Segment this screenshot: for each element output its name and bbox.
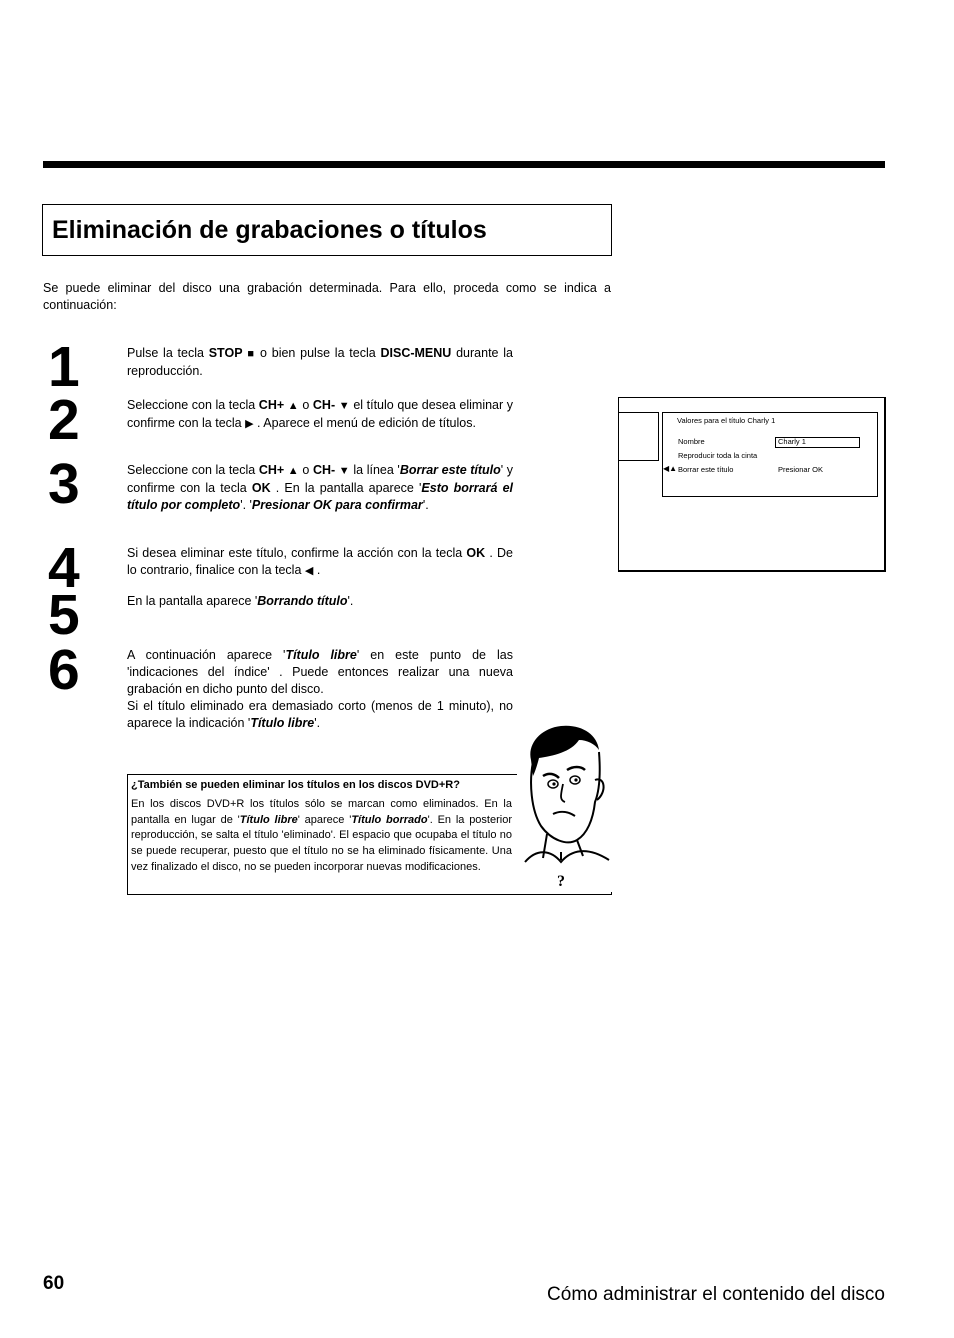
intro-text: Se puede eliminar del disco una grabación determinada. Para ello, proceda como se indica a continuación: (43, 281, 611, 312)
step-number-6: 6 (48, 638, 80, 702)
chapter-title: Cómo administrar el contenido del disco (547, 1284, 885, 1305)
menu-row-delete-value: Presionar OK (778, 465, 824, 474)
step-5-text: En la pantalla aparece 'Borrando título'. (127, 594, 354, 608)
menu-row-play-label: Reproducir toda la cinta (678, 451, 758, 460)
right-triangle-icon: ▶ (245, 418, 254, 430)
menu-row-name-value: Charly 1 (778, 437, 806, 446)
up-triangle-icon: ▲ (287, 400, 299, 412)
step-number-4: 4 (48, 536, 80, 600)
step-4-text: Si desea eliminar este título, confirme la acción con la tecla OK . De lo contrario, finalice con la tecla ◀ . (127, 546, 513, 577)
top-rule (43, 161, 885, 168)
cartoon-face-illustration (517, 722, 613, 892)
step-number-2: 2 (48, 388, 80, 452)
title-box (42, 204, 612, 256)
note-title: ¿También se pueden eliminar los títulos en los discos DVD+R? (131, 779, 460, 791)
step-6-text: A continuación aparece 'Título libre' en este punto de las 'indicaciones del índice' . Puede entonces realizar una nueva grabación en dicho punto del disco. Si el título eliminado era demasiado corto (menos de 1 minuto), no aparece la indicación 'Título libre'. (127, 648, 514, 730)
down-triangle-icon: ▼ (338, 400, 350, 412)
page-number: 60 (43, 1273, 65, 1294)
menu-title: Valores para el título Charly 1 (677, 416, 776, 425)
menu-row-name-label: Nombre (678, 437, 705, 446)
step-number-1: 1 (48, 335, 80, 399)
question-mark: ? (557, 873, 565, 890)
step-3-text: Seleccione con la tecla CH+ ▲ o CH- ▼ la línea 'Borrar este título' y confirme con la tecla OK . En la pantalla aparece 'Esto borrará el título por completo'. 'Presionar OK para confirmar'. (127, 463, 514, 512)
down-triangle-icon: ▼ (338, 465, 350, 477)
menu-row-delete-label: Borrar este título (678, 465, 734, 474)
step-number-5: 5 (48, 583, 80, 647)
note-body: En los discos DVD+R los títulos sólo se marcan como eliminados. En la pantalla en lugar de 'Título libre' aparece 'Título borrado'. En la posterior reproducción, se salta el título 'eliminado'. El espacio que ocupaba el título no se puede recuperar, puesto que el título no se ha eliminado físicamente. Una vez finalizado el disco, no se pueden incorporar nuevas modificaciones. (131, 798, 512, 873)
up-triangle-icon: ▲ (287, 465, 299, 477)
page-title: Eliminación de grabaciones o títulos (52, 216, 487, 244)
screen-side-panel (618, 412, 659, 461)
selector-arrows-icon: ◀▲ (663, 464, 678, 473)
step-2-text: Seleccione con la tecla CH+ ▲ o CH- ▼ el título que desea eliminar y confirme con la tecla ▶ . Aparece el menú de edición de títulos. (127, 398, 514, 430)
left-triangle-icon: ◀ (304, 565, 314, 577)
thinking-man-icon (517, 722, 613, 892)
stop-square-icon: ■ (247, 348, 256, 360)
step-1-text: Pulse la tecla STOP ■ o bien pulse la tecla DISC-MENU durante la reproducción. (127, 346, 513, 378)
step-number-3: 3 (48, 452, 80, 516)
